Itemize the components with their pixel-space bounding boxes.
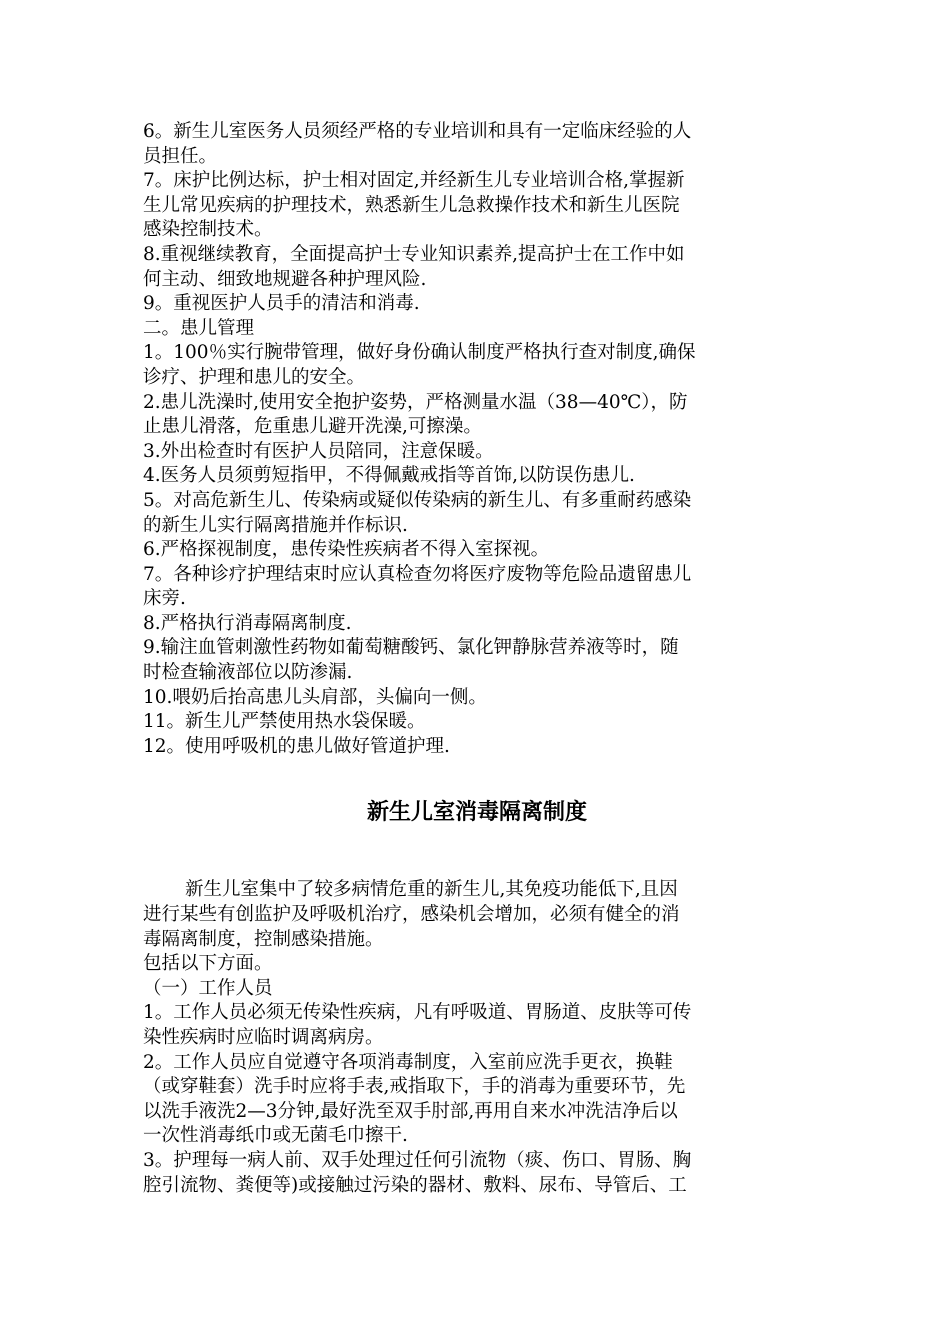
text-line: 8.严格执行消毒隔离制度. bbox=[143, 612, 352, 634]
list-item bbox=[143, 1051, 811, 1149]
list-item bbox=[143, 391, 811, 440]
scope-line: 包括以下方面。 bbox=[143, 953, 273, 975]
section-1-items bbox=[143, 120, 811, 341]
list-item bbox=[143, 1149, 811, 1198]
text-line: 9.输注血管刺激性药物如葡萄糖酸钙、氯化钾静脉营养液等时，随 bbox=[143, 637, 679, 659]
text-line: 3.外出检查时有医护人员陪同，注意保暖。 bbox=[143, 440, 494, 462]
text-line: 一次性消毒纸巾或无菌毛巾擦干. bbox=[143, 1125, 408, 1147]
list-item bbox=[143, 735, 811, 760]
text-line: 12。使用呼吸机的患儿做好管道护理. bbox=[143, 735, 450, 757]
list-item bbox=[143, 341, 811, 390]
list-item bbox=[143, 243, 811, 292]
list-item bbox=[143, 120, 811, 169]
text-line: 2.患儿洗澡时,使用安全抱护姿势，严格测量水温（38—40℃），防 bbox=[143, 391, 688, 413]
text-line: 4.医务人员须剪短指甲，不得佩戴戒指等首饰,以防误伤患儿. bbox=[143, 465, 635, 487]
text-line: 的新生儿实行隔离措施并作标识. bbox=[143, 514, 408, 536]
text-line: 1。100％实行腕带管理，做好身份确认制度严格执行查对制度,确保 bbox=[143, 342, 696, 364]
list-item bbox=[143, 440, 811, 465]
list-item bbox=[143, 169, 811, 243]
text-line: 11。新生儿严禁使用热水袋保暖。 bbox=[143, 711, 426, 733]
list-item bbox=[143, 612, 811, 637]
text-line: 员担任。 bbox=[143, 145, 218, 167]
text-line: 诊疗、护理和患儿的安全。 bbox=[143, 366, 366, 388]
text-line: 何主动、细致地规避各种护理风险. bbox=[143, 268, 427, 290]
list-item bbox=[143, 464, 811, 489]
text-line: 染性疾病时应临时调离病房。 bbox=[143, 1027, 384, 1048]
text-line: 7。床护比例达标，护士相对固定,并经新生儿专业培训合格,掌握新 bbox=[143, 170, 685, 192]
list-item bbox=[143, 563, 811, 612]
text-line: 感染控制技术。 bbox=[143, 219, 273, 241]
list-item bbox=[143, 489, 811, 538]
text-line: 5。对高危新生儿、传染病或疑似传染病的新生儿、有多重耐药感染 bbox=[143, 489, 692, 511]
list-item bbox=[143, 538, 811, 563]
text-line: 新生儿室集中了较多病情危重的新生儿,其免疫功能低下,且因 bbox=[185, 879, 678, 901]
text-line: 腔引流物、粪便等)或接触过污染的器材、敷料、尿布、导管后、工 bbox=[143, 1174, 687, 1196]
list-item bbox=[143, 292, 811, 317]
text-line: 时检查输液部位以防渗漏. bbox=[143, 662, 353, 684]
document-page bbox=[143, 120, 811, 1198]
text-line: 10.喂奶后抬高患儿头肩部，头偏向一侧。 bbox=[143, 686, 487, 708]
list-item bbox=[143, 686, 811, 711]
intro-paragraph bbox=[143, 878, 811, 952]
section-3 bbox=[143, 878, 811, 1198]
list-item bbox=[143, 636, 811, 685]
section-heading: 二。患儿管理 bbox=[143, 317, 255, 339]
text-line: （或穿鞋套）洗手时应将手表,戒指取下，手的消毒为重要环节，先 bbox=[143, 1076, 686, 1098]
text-line: 生儿常见疾病的护理技术，熟悉新生儿急救操作技术和新生儿医院 bbox=[143, 194, 680, 216]
text-line: 2。工作人员应自觉遵守各项消毒制度，入室前应洗手更衣，换鞋 bbox=[143, 1051, 673, 1073]
text-line: 1。工作人员必须无传染性疾病，凡有呼吸道、胃肠道、皮肤等可传 bbox=[143, 1002, 692, 1024]
text-line: 6。新生儿室医务人员须经严格的专业培训和具有一定临床经验的人 bbox=[143, 121, 692, 142]
list-item bbox=[143, 1001, 811, 1050]
section-2-items bbox=[143, 341, 811, 759]
text-line: 6.严格探视制度，患传染性疾病者不得入室探视。 bbox=[143, 539, 550, 561]
text-line: 进行某些有创监护及呼吸机治疗，感染机会增加，必须有健全的消 bbox=[143, 904, 680, 926]
text-line: 止患儿滑落，危重患儿避开洗澡,可擦澡。 bbox=[143, 416, 482, 438]
text-line: 7。各种诊疗护理结束时应认真检查勿将医疗废物等危险品遗留患儿 bbox=[143, 563, 692, 585]
text-line: 床旁. bbox=[143, 588, 186, 610]
text-line: 3。护理每一病人前、双手处理过任何引流物（痰、伤口、胃肠、胸 bbox=[143, 1149, 692, 1171]
text-line: 8.重视继续教育，全面提高护士专业知识素养,提高护士在工作中如 bbox=[143, 243, 685, 265]
text-line: 以洗手液洗2—3分钟,最好洗至双手肘部,再用自来水冲洗洁净后以 bbox=[143, 1100, 678, 1122]
text-line: 9。重视医护人员手的清洁和消毒. bbox=[143, 293, 420, 315]
page-title: 新生儿室消毒隔离制度 bbox=[366, 800, 587, 826]
subsection-heading: （一）工作人员 bbox=[143, 977, 273, 999]
list-item bbox=[143, 710, 811, 735]
text-line: 毒隔离制度，控制感染措施。 bbox=[143, 928, 384, 950]
